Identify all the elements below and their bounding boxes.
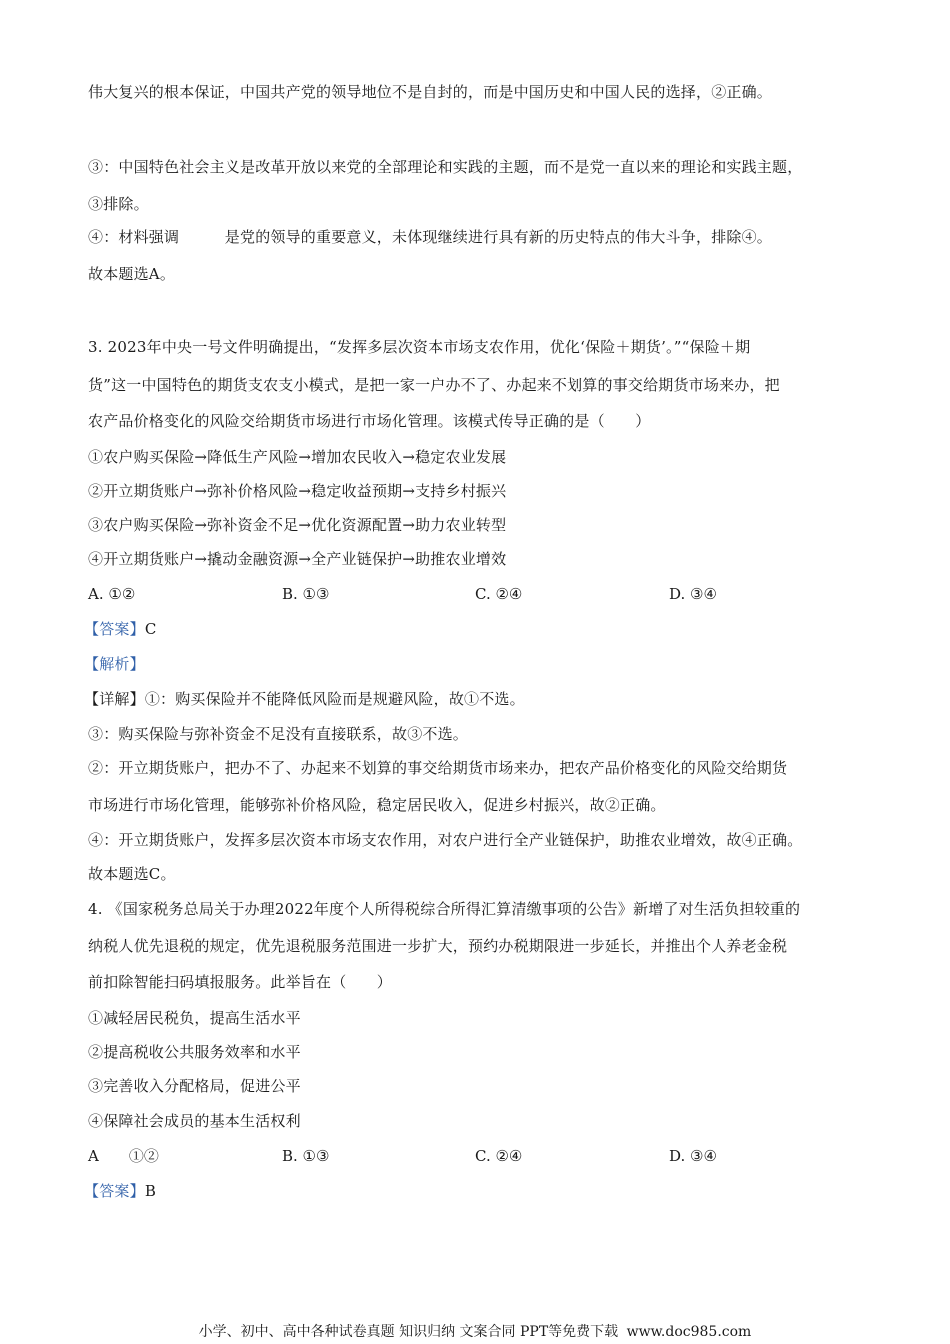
q3-detail-line: 故本题选C。 bbox=[88, 865, 176, 883]
answer-tag: 【答案】 bbox=[84, 1182, 145, 1200]
q3-stem-line: 货”这一中国特色的期货支农支小模式，是把一家一户办不了、办起来不划算的事交给期货市场来办，把 bbox=[88, 376, 780, 394]
answer-value: C bbox=[144, 620, 157, 638]
answer-tag: 【答案】 bbox=[84, 620, 145, 638]
q4-item: ①减轻居民税负，提高生活水平 bbox=[88, 1009, 301, 1027]
q3-detail-line: ②：开立期货账户，把办不了、办起来不划算的事交给期货市场来办，把农产品价格变化的风险交给期货 bbox=[88, 759, 788, 777]
q3-item: ②开立期货账户→弥补价格风险→稳定收益预期→支持乡村振兴 bbox=[88, 482, 507, 500]
q3-detail-line bbox=[84, 689, 525, 709]
q4-stem-line: 前扣除智能扫码填报服务。此举旨在（ ） bbox=[88, 973, 393, 991]
q3-stem-line: 3. 2023年中央一号文件明确提出，“发挥多层次资本市场支农作用，优化‘保险＋期货’。”“保险＋期 bbox=[88, 338, 751, 356]
analysis-tag: 【解析】 bbox=[84, 655, 145, 673]
footer-text: 小学、初中、高中各种试卷真题 知识归纳 文案合同 PPT等免费下载 bbox=[198, 1324, 619, 1340]
q4-option-c: C. ②④ bbox=[475, 1147, 523, 1165]
q4-item: ②提高税收公共服务效率和水平 bbox=[88, 1043, 301, 1061]
q3-option-d: D. ③④ bbox=[669, 585, 717, 603]
q3-option-b: B. ①③ bbox=[282, 585, 330, 603]
q3-option-a: A. ①② bbox=[88, 585, 136, 603]
paragraph-line: 伟大复兴的根本保证，中国共产党的领导地位不是自封的，而是中国历史和中国人民的选择，②正确。 bbox=[88, 83, 773, 101]
paragraph-line: ④：材料强调 是党的领导的重要意义，未体现继续进行具有新的历史特点的伟大斗争，排除④。 bbox=[88, 228, 773, 246]
q4-item: ④保障社会成员的基本生活权利 bbox=[88, 1112, 301, 1130]
q4-item: ③完善收入分配格局，促进公平 bbox=[88, 1077, 301, 1095]
q4-option-a: A ①② bbox=[88, 1147, 159, 1165]
q3-analysis-tag bbox=[84, 654, 145, 674]
detail-tag: 【详解】 bbox=[84, 690, 145, 708]
q3-option-c: C. ②④ bbox=[475, 585, 523, 603]
q3-item: ③农户购买保险→弥补资金不足→优化资源配置→助力农业转型 bbox=[88, 516, 507, 534]
q4-stem-line: 4. 《国家税务总局关于办理2022年度个人所得税综合所得汇算清缴事项的公告》新增了对生活负担较重的 bbox=[88, 900, 801, 918]
q3-detail-line: ④：开立期货账户，发挥多层次资本市场支农作用，对农户进行全产业链保护，助推农业增效，故④正确。 bbox=[88, 831, 803, 849]
q3-stem-line: 农产品价格变化的风险交给期货市场进行市场化管理。该模式传导正确的是（ ） bbox=[88, 412, 651, 430]
paragraph-line: ③排除。 bbox=[88, 195, 149, 213]
page-footer bbox=[0, 1323, 950, 1341]
q3-answer bbox=[84, 619, 157, 639]
q4-option-b: B. ①③ bbox=[282, 1147, 330, 1165]
q4-option-d: D. ③④ bbox=[669, 1147, 717, 1165]
detail-text: ①：购买保险并不能降低风险而是规避风险，故①不选。 bbox=[144, 690, 525, 708]
q3-detail-line: 市场进行市场化管理，能够弥补价格风险，稳定居民收入，促进乡村振兴，故②正确。 bbox=[88, 796, 666, 814]
q4-stem-line: 纳税人优先退税的规定，优先退税服务范围进一步扩大，预约办税期限进一步延长，并推出个人养老金税 bbox=[88, 937, 788, 955]
footer-link[interactable]: www.doc985.com bbox=[626, 1324, 752, 1340]
q4-answer bbox=[84, 1181, 156, 1201]
q3-detail-line: ③：购买保险与弥补资金不足没有直接联系，故③不选。 bbox=[88, 725, 469, 743]
q3-item: ④开立期货账户→撬动金融资源→全产业链保护→助推农业增效 bbox=[88, 550, 507, 568]
answer-value: B bbox=[144, 1182, 157, 1200]
paragraph-line: ③：中国特色社会主义是改革开放以来党的全部理论和实践的主题，而不是党一直以来的理论和实践主题， bbox=[88, 158, 803, 176]
paragraph-line: 故本题选A。 bbox=[88, 265, 176, 283]
q3-item: ①农户购买保险→降低生产风险→增加农民收入→稳定农业发展 bbox=[88, 448, 507, 466]
